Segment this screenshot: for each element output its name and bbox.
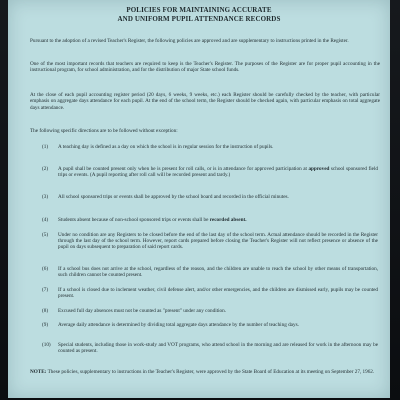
note-text: These policies, supplementary to instructions in the Teacher's Register, were approved by the State Board of Education at its meeting on September 27, 1962. (46, 369, 375, 375)
item-number: (1) (42, 144, 49, 150)
item-text: If a school bus does not arrive at the school, regardless of the reason, and the children are unable to reach the school by other means of transportation, such children cannot be counted present. (58, 266, 378, 279)
approval-note (30, 369, 380, 375)
item-text: A teaching day is defined as a day on which the school is in regular session for the instruction of pupils. (58, 144, 274, 150)
item-text: Excused full day absences must not be counted as "present" under any condition. (58, 308, 227, 314)
document-title-line-1: POLICIES FOR MAINTAINING ACCURATE (126, 6, 272, 14)
note-label: NOTE: (30, 369, 47, 375)
document-page (8, 0, 390, 398)
item-number: (6) (42, 266, 49, 272)
item-number: (2) (42, 166, 49, 172)
item-number: (8) (42, 308, 49, 314)
item-number: (4) (42, 217, 49, 223)
item-number: (3) (42, 194, 49, 200)
intro-paragraph: Pursuant to the adoption of a revised Teacher's Register, the following policies are approved and are supplementary to instructions printed in the Register. (30, 38, 349, 44)
item-text: A pupil shall be counted present only when he is present for roll calls, or is in attendance for approved participation at approved school sponsored field trips or events. (A pupil reporting after roll call will be recorded present and tardy.) (58, 166, 379, 179)
item-text: Special students, including those in work-study and VOT programs, who attend school in the morning and are released for work in the afternoon may be counted as present. (58, 342, 378, 355)
register-check-paragraph: At the close of each pupil accounting register period (20 days, 6 weeks, 9 weeks, etc.) each Register should be carefully checked by the teacher, with particular emphasis on aggregate days attendance for each pupil. At the end of the school term, the Register should be checked again, with particular emphasis on total aggregate days attendance. (30, 92, 380, 111)
item-number: (9) (42, 322, 49, 328)
item-text: Under no condition are any Registers to be closed before the end of the last day of the school term. Actual attendance should be recorded in the Register through the last day of the school term. However, report cards prepared before closing the Teacher's Register will not reflect presence or absence of the pupil on days subsequent to preparation of said report cards. (58, 232, 378, 251)
item-number: (5) (42, 232, 49, 238)
item-text: All school sponsored trips or events shall be approved by the school board and recorded in the official minutes. (58, 194, 289, 200)
item-text: Students absent because of non-school sponsored trips or events shall be recorded absent. (58, 217, 247, 223)
register-purpose-paragraph: One of the most important records that teachers are required to keep is the Teacher's Register. The purposes of the Register are for proper pupil accounting in the instructional program, for school administration, and for the distribution of major State school funds. (30, 61, 380, 74)
item-text: If a school is closed due to inclement weather, civil defense alert, and/or other emergencies, and the children are dismissed early, pupils may be counted present. (58, 287, 378, 300)
item-number: (10) (42, 342, 51, 348)
item-text: Average daily attendance is determined by dividing total aggregate days attendance by the number of teaching days. (58, 322, 299, 328)
item-number: (7) (42, 287, 49, 293)
directions-lead-in: The following specific directions are to be followed without exception: (30, 128, 178, 134)
document-title-line-2: AND UNIFORM PUPIL ATTENDANCE RECORDS (117, 15, 281, 23)
